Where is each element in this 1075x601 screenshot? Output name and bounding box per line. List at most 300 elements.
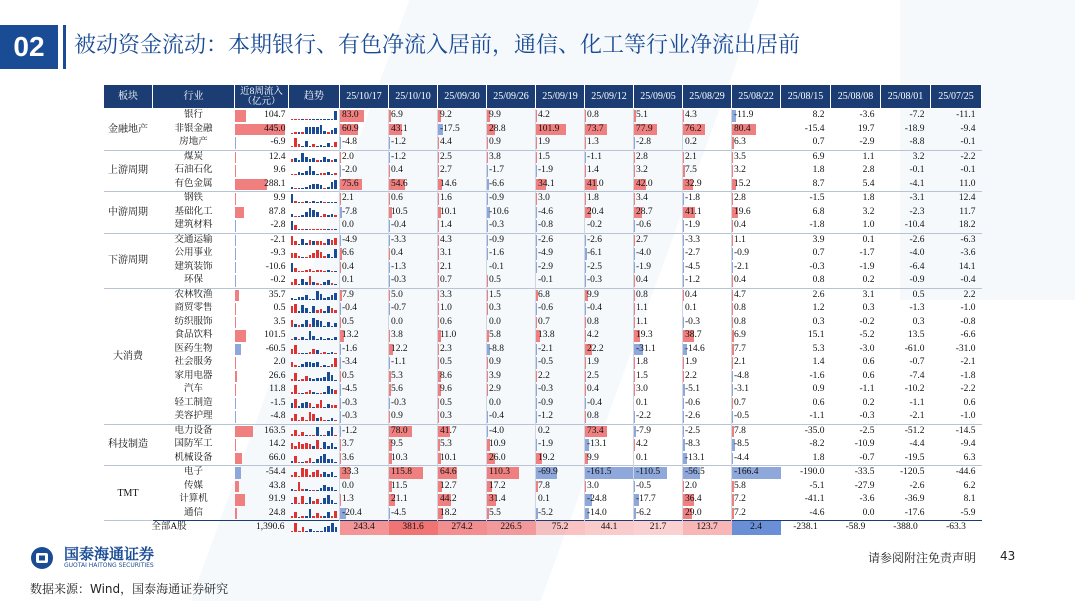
weekly-flow-cell <box>389 261 438 275</box>
sparkline-bar <box>309 458 312 463</box>
sparkline-bar <box>291 362 294 368</box>
sparkline-bar <box>323 243 326 244</box>
sparkline-bar <box>312 229 315 230</box>
sparkline-bar <box>312 201 315 203</box>
sparkline-bar <box>294 268 297 272</box>
weekly-flow-cell <box>634 424 683 438</box>
sparkline-bar <box>294 304 297 313</box>
weekly-flow-cell <box>389 247 438 261</box>
sparkline-bar <box>291 187 294 188</box>
weekly-flow-cell: -2.1 <box>960 357 976 368</box>
weekly-flow-value: -110.5 <box>636 467 661 478</box>
sparkline-bar <box>301 239 304 245</box>
weekly-flow-cell <box>732 424 781 438</box>
weekly-flow-cell <box>340 302 389 316</box>
weekly-flow-value: 0.8 <box>636 289 648 300</box>
weekly-flow-cell <box>536 288 585 302</box>
weekly-flow-cell: -8.8 <box>909 137 925 148</box>
col-header-8week-flow: 近8周流入（亿元） <box>235 85 289 109</box>
weekly-flow-value: 3.5 <box>734 151 746 162</box>
weekly-flow-value: -2.7 <box>685 248 701 259</box>
sparkline-bar <box>323 498 326 504</box>
weekly-flow-value: -6.1 <box>587 248 603 259</box>
weekly-flow-value: 0.9 <box>391 411 403 422</box>
weekly-flow-value: -4.5 <box>342 384 358 395</box>
trend-sparkline <box>289 192 340 206</box>
industry-cell: 有色金属 <box>174 178 213 189</box>
sparkline-bar <box>294 430 297 436</box>
weekly-flow-cell <box>683 109 732 123</box>
flow-8week-cell <box>235 192 289 206</box>
table-row <box>104 247 982 261</box>
weekly-flow-value: 0.4 <box>734 220 746 231</box>
sector-cell: 大消费 <box>104 288 153 424</box>
weekly-flow-cell <box>389 493 438 507</box>
weekly-flow-value: 3.8 <box>489 151 501 162</box>
weekly-flow-cell <box>683 123 732 137</box>
sparkline-bar <box>331 487 334 491</box>
weekly-flow-cell <box>683 452 732 466</box>
weekly-flow-cell: 1.4 <box>812 357 825 368</box>
sparkline-bar <box>316 531 319 532</box>
sparkline-bar <box>294 279 297 286</box>
weekly-flow-cell <box>732 219 781 233</box>
weekly-flow-value: 2.2 <box>538 370 550 381</box>
weekly-flow-cell <box>732 397 781 411</box>
weekly-flow-value: 4.7 <box>734 289 746 300</box>
sparkline-bar <box>323 256 326 258</box>
weekly-flow-value: -2.9 <box>538 261 554 272</box>
sparkline-bar <box>316 362 319 367</box>
sparkline-bar <box>312 414 315 422</box>
weekly-flow-cell <box>487 383 536 397</box>
weekly-flow-value: -8.8 <box>489 343 505 354</box>
total-week-cell: -388.0 <box>881 521 931 535</box>
table-row <box>104 329 982 343</box>
sparkline-bar <box>327 386 330 394</box>
weekly-flow-cell: 14.1 <box>958 261 976 272</box>
sparkline-bar <box>320 185 323 189</box>
weekly-flow-value: 0.8 <box>587 110 599 121</box>
weekly-flow-value: 6.6 <box>342 248 354 259</box>
sparkline-bar <box>334 180 337 189</box>
flow-value: 11.8 <box>269 384 286 395</box>
sparkline-bar <box>305 187 308 189</box>
weekly-flow-cell <box>634 247 683 261</box>
weekly-flow-value: -0.3 <box>391 275 407 286</box>
sparkline-bar <box>316 310 319 313</box>
sparkline-bar <box>331 472 334 477</box>
weekly-flow-cell <box>487 370 536 384</box>
sparkline-bar <box>323 188 326 189</box>
sparkline-bar <box>316 202 319 203</box>
table-row <box>104 343 982 357</box>
weekly-flow-cell <box>340 261 389 275</box>
weekly-flow-cell: -0.1 <box>960 165 976 176</box>
weekly-flow-value: 2.2 <box>685 370 697 381</box>
weekly-flow-cell: -31.0 <box>955 343 976 354</box>
sector-cell: 下游周期 <box>104 233 153 288</box>
weekly-flow-cell <box>536 410 585 424</box>
weekly-flow-value: 0.5 <box>489 275 501 286</box>
sparkline-bar <box>331 339 334 340</box>
table-row <box>104 507 982 521</box>
weekly-flow-cell <box>536 343 585 357</box>
weekly-flow-cell: 19.7 <box>857 123 875 134</box>
weekly-flow-cell <box>683 178 732 192</box>
weekly-flow-value: -24.8 <box>587 494 607 505</box>
weekly-flow-value: 13.2 <box>342 330 359 341</box>
weekly-flow-value: 0.4 <box>636 275 648 286</box>
weekly-flow-value: 43.1 <box>391 123 408 134</box>
weekly-flow-cell <box>634 206 683 220</box>
weekly-flow-value: -1.2 <box>342 425 358 436</box>
trend-sparkline <box>289 452 340 466</box>
weekly-flow-value: 13.8 <box>538 330 555 341</box>
weekly-flow-value: 9.9 <box>587 289 599 300</box>
weekly-flow-cell <box>585 343 634 357</box>
col-header-week: 25/08/01 <box>881 85 931 109</box>
weekly-flow-cell <box>732 164 781 178</box>
sparkline-bar <box>327 487 330 491</box>
weekly-flow-cell <box>634 410 683 424</box>
industry-cell: 公用事业 <box>174 248 213 259</box>
weekly-flow-cell <box>340 274 389 288</box>
sparkline <box>291 468 338 477</box>
weekly-flow-cell <box>634 233 683 247</box>
weekly-flow-cell <box>683 233 732 247</box>
weekly-flow-cell: -3.0 <box>859 343 875 354</box>
weekly-flow-value: 12.2 <box>391 343 408 354</box>
sparkline-bar <box>327 526 330 532</box>
sparkline-bar <box>323 311 326 313</box>
weekly-flow-cell <box>487 123 536 137</box>
weekly-flow-value: 0.1 <box>685 303 697 314</box>
weekly-flow-value: -1.2 <box>538 411 554 422</box>
sparkline-bar <box>312 363 315 368</box>
sparkline-bar <box>327 270 330 271</box>
flow-8week-cell <box>235 164 289 178</box>
weekly-flow-cell <box>487 164 536 178</box>
sparkline-bar <box>331 523 334 532</box>
sparkline-bar <box>291 146 294 147</box>
table-row <box>104 316 982 330</box>
sparkline-bar <box>305 141 308 147</box>
weekly-flow-cell <box>536 192 585 206</box>
flow-value: -2.8 <box>270 220 286 231</box>
weekly-flow-cell <box>732 480 781 494</box>
sparkline-bar <box>309 362 312 367</box>
sparkline-bar <box>305 212 308 216</box>
weekly-flow-cell <box>389 178 438 192</box>
sparkline-bar <box>301 271 304 272</box>
weekly-flow-value: -3.1 <box>734 384 750 395</box>
industry-cell: 轻工制造 <box>174 397 213 408</box>
weekly-flow-value: -0.3 <box>587 275 603 286</box>
weekly-flow-value: -0.5 <box>538 357 554 368</box>
weekly-flow-value: 2.7 <box>440 165 452 176</box>
flow-value: 24.8 <box>268 507 286 518</box>
sparkline-bar <box>323 442 326 449</box>
weekly-flow-value: 0.4 <box>391 248 403 259</box>
sparkline-bar <box>294 365 297 367</box>
weekly-flow-cell <box>389 397 438 411</box>
weekly-flow-cell: -4.4 <box>909 439 925 450</box>
weekly-flow-value: -1.7 <box>489 165 505 176</box>
weekly-flow-cell <box>487 192 536 206</box>
weekly-flow-cell <box>389 150 438 164</box>
sparkline-bar <box>320 503 323 504</box>
sparkline-bar <box>294 497 297 505</box>
flow-8week-cell <box>235 316 289 330</box>
total-week-cell: -58.9 <box>831 521 881 535</box>
header-divider <box>63 25 66 69</box>
weekly-flow-cell: 0.0 <box>862 507 875 518</box>
weekly-flow-value: 1.9 <box>538 137 550 148</box>
weekly-flow-cell: -6.3 <box>960 234 976 245</box>
weekly-flow-cell <box>340 164 389 178</box>
weekly-flow-value: -1.2 <box>391 151 407 162</box>
sparkline-bar <box>334 111 337 120</box>
weekly-flow-cell <box>732 288 781 302</box>
sparkline-bar <box>323 392 326 395</box>
weekly-flow-cell: -1.0 <box>960 303 976 314</box>
sparkline-bar <box>305 503 308 504</box>
table-body <box>104 109 982 535</box>
weekly-flow-cell <box>389 438 438 452</box>
sparkline-bar <box>334 380 337 381</box>
weekly-flow-cell <box>585 466 634 480</box>
sparkline-bar <box>320 145 323 147</box>
weekly-flow-cell <box>536 493 585 507</box>
sparkline <box>291 358 338 367</box>
col-header-week: 25/09/19 <box>536 85 585 109</box>
weekly-flow-value: -8.3 <box>685 439 701 450</box>
sparkline-bar <box>320 160 323 162</box>
sparkline-bar <box>294 158 297 162</box>
weekly-flow-value: 21.1 <box>391 494 408 505</box>
col-header-week: 25/08/15 <box>781 85 831 109</box>
weekly-flow-value: 1.5 <box>636 370 648 381</box>
sparkline-bar <box>331 202 334 203</box>
sparkline-bar <box>298 284 301 286</box>
sparkline-bar <box>331 271 334 272</box>
weekly-flow-value: 5.5 <box>489 507 501 518</box>
sparkline-bar <box>305 516 308 518</box>
weekly-flow-value: 5.6 <box>391 384 403 395</box>
flow-value: -60.5 <box>265 343 286 354</box>
weekly-flow-value: -5.2 <box>538 507 554 518</box>
trend-sparkline <box>289 274 340 288</box>
weekly-flow-cell <box>389 288 438 302</box>
sparkline-bar <box>309 255 312 259</box>
weekly-flow-cell <box>438 109 487 123</box>
weekly-flow-cell: -4.1 <box>909 178 925 189</box>
weekly-flow-cell <box>487 233 536 247</box>
sparkline-bar <box>309 352 312 354</box>
sparkline-bar <box>323 377 326 381</box>
sparkline <box>291 194 338 203</box>
weekly-flow-value: -0.7 <box>391 303 407 314</box>
sparkline-bar <box>294 512 297 517</box>
weekly-flow-cell <box>634 178 683 192</box>
weekly-flow-cell <box>487 178 536 192</box>
weekly-flow-value: 2.5 <box>587 370 599 381</box>
total-trend <box>289 521 340 535</box>
flow-8week-cell <box>235 370 289 384</box>
weekly-flow-value: 31.4 <box>489 494 506 505</box>
weekly-flow-value: -0.3 <box>342 397 358 408</box>
trend-sparkline <box>289 410 340 424</box>
weekly-flow-cell: 3.2 <box>912 151 925 162</box>
sparkline-bar <box>305 119 308 120</box>
sparkline-bar <box>305 435 308 436</box>
weekly-flow-cell: 1.8 <box>862 193 875 204</box>
weekly-flow-cell: -6.6 <box>960 330 976 341</box>
sparkline-bar <box>294 472 297 478</box>
sparkline-bar <box>320 531 323 533</box>
weekly-flow-cell <box>340 410 389 424</box>
weekly-flow-cell: 0.6 <box>862 370 875 381</box>
trend-sparkline <box>289 370 340 384</box>
weekly-flow-value: -4.5 <box>685 261 701 272</box>
weekly-flow-cell <box>585 438 634 452</box>
weekly-flow-cell <box>438 192 487 206</box>
sparkline-bar <box>312 501 315 505</box>
sparkline-bar <box>331 130 334 134</box>
sparkline-bar <box>320 173 323 175</box>
weekly-flow-cell: -5.2 <box>859 330 875 341</box>
weekly-flow-cell <box>732 452 781 466</box>
weekly-flow-value: 0.1 <box>636 452 648 463</box>
weekly-flow-value: 12.7 <box>440 480 457 491</box>
weekly-flow-cell <box>585 329 634 343</box>
weekly-flow-cell: -27.9 <box>854 480 875 491</box>
sparkline-bar <box>334 238 337 245</box>
weekly-flow-value: 64.6 <box>440 467 457 478</box>
weekly-flow-cell: 6.2 <box>963 480 976 491</box>
sparkline-bar <box>291 461 294 463</box>
sparkline-bar <box>298 144 301 147</box>
weekly-flow-value: -166.4 <box>734 467 759 478</box>
sparkline-bar <box>316 119 319 120</box>
weekly-flow-value: -31.1 <box>636 343 656 354</box>
weekly-flow-cell <box>340 480 389 494</box>
sparkline-bar <box>323 271 326 272</box>
sparkline-bar <box>331 119 334 120</box>
sparkline-bar <box>312 119 315 120</box>
weekly-flow-value: -2.8 <box>636 137 652 148</box>
sparkline-bar <box>305 257 308 258</box>
sparkline-bar <box>301 496 304 504</box>
industry-cell: 交通运输 <box>174 234 213 245</box>
industry-cell: 传媒 <box>183 480 203 491</box>
flow-8week-cell <box>235 261 289 275</box>
sparkline-bar <box>312 299 315 300</box>
weekly-flow-cell: 6.3 <box>963 452 976 463</box>
weekly-flow-cell <box>438 247 487 261</box>
total-flow: 1,390.6 <box>235 521 289 535</box>
weekly-flow-cell <box>389 329 438 343</box>
weekly-flow-cell <box>585 316 634 330</box>
sparkline-bar <box>301 489 304 491</box>
weekly-flow-value: -2.1 <box>538 343 554 354</box>
industry-cell: 银行 <box>183 110 203 121</box>
weekly-flow-cell <box>634 192 683 206</box>
weekly-flow-value: 44.2 <box>440 494 457 505</box>
sparkline-bar <box>305 362 308 368</box>
weekly-flow-value: 3.8 <box>391 330 403 341</box>
sparkline-bar <box>298 311 301 313</box>
weekly-flow-cell <box>389 164 438 178</box>
weekly-flow-cell <box>438 123 487 137</box>
weekly-flow-value: 2.0 <box>342 151 354 162</box>
sparkline-bar <box>334 229 337 230</box>
weekly-flow-cell <box>732 343 781 357</box>
industry-cell: 电力设备 <box>174 425 213 436</box>
company-logo <box>30 546 154 570</box>
weekly-flow-cell <box>536 383 585 397</box>
weekly-flow-cell <box>487 343 536 357</box>
weekly-flow-cell <box>585 192 634 206</box>
table-row <box>104 219 982 233</box>
sparkline-bar <box>316 283 319 285</box>
weekly-flow-cell <box>683 302 732 316</box>
sparkline-bar <box>298 172 301 175</box>
sparkline-bar <box>305 157 308 162</box>
sparkline-bar <box>320 309 323 313</box>
sparkline-bar <box>305 392 308 395</box>
sparkline-bar <box>294 345 297 354</box>
weekly-flow-cell: 5.4 <box>862 178 875 189</box>
total-week-cell: 21.7 <box>634 521 683 535</box>
weekly-flow-cell: -0.1 <box>909 165 925 176</box>
sparkline-bar <box>331 459 334 463</box>
weekly-flow-cell <box>585 383 634 397</box>
flow-8week-cell <box>235 410 289 424</box>
weekly-flow-value: 8.6 <box>440 370 452 381</box>
flow-value: 43.8 <box>268 480 286 491</box>
weekly-flow-cell: 2.8 <box>862 165 875 176</box>
sparkline-bar <box>320 516 323 518</box>
weekly-flow-cell <box>585 302 634 316</box>
sparkline-bar <box>316 440 319 449</box>
weekly-flow-cell <box>634 438 683 452</box>
weekly-flow-cell <box>585 493 634 507</box>
weekly-flow-cell <box>438 316 487 330</box>
weekly-flow-cell <box>634 480 683 494</box>
sparkline <box>291 249 338 258</box>
weekly-flow-cell: -9.4 <box>960 123 976 134</box>
weekly-flow-cell <box>536 206 585 220</box>
sparkline-bar <box>309 444 312 450</box>
sparkline-bar <box>334 462 337 463</box>
weekly-flow-cell <box>340 329 389 343</box>
sparkline-bar <box>305 270 308 271</box>
sparkline-bar <box>334 353 337 354</box>
sparkline-bar <box>320 270 323 272</box>
sparkline-bar <box>298 462 301 463</box>
weekly-flow-cell <box>732 383 781 397</box>
flow-8week-cell <box>235 136 289 150</box>
sector-cell: 金融地产 <box>104 109 153 151</box>
weekly-flow-cell <box>389 507 438 521</box>
weekly-flow-value: 0.3 <box>489 303 501 314</box>
weekly-flow-value: -0.9 <box>538 397 554 408</box>
sparkline-bar <box>331 229 334 230</box>
sparkline-bar <box>291 306 294 313</box>
col-header-week: 25/07/25 <box>931 85 982 109</box>
